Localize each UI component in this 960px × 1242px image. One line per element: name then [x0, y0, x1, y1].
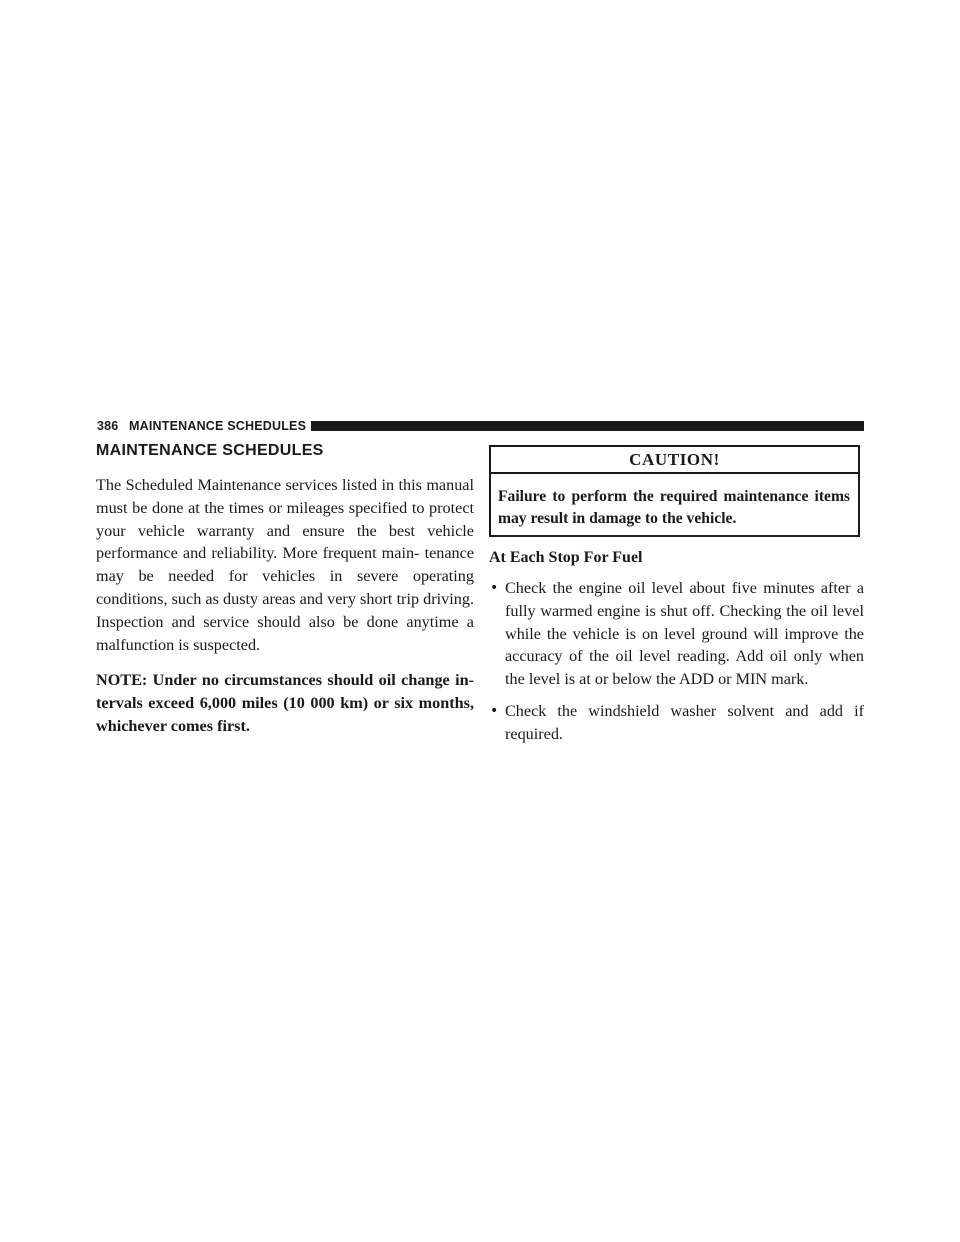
left-column — [96, 440, 474, 738]
caution-text: Failure to perform the required maintenance items may result in damage to the vehicle. — [498, 488, 850, 527]
page-header — [96, 415, 864, 437]
list-item-text: Check the windshield washer solvent and add if required. — [505, 701, 864, 743]
list-item — [489, 700, 864, 746]
fuel-stop-heading: At Each Stop For Fuel — [489, 549, 643, 566]
list-item — [489, 577, 864, 691]
caution-box — [489, 445, 860, 537]
bullet-icon: • — [490, 580, 499, 596]
intro-paragraph: The Scheduled Maintenance services listed in this manual must be done at the times or mileages specified to protect your vehicle warranty and ensure the best vehicle performance and reliability. More frequent main- tenance may be needed for vehicles in severe operating conditions, such as dusty areas and very short trip driving. Inspection and service should also be done anytime a malfunction is suspected. — [96, 476, 474, 654]
bullet-icon: • — [490, 702, 499, 719]
note-paragraph: NOTE: Under no circumstances should oil change in- tervals exceed 6,000 miles (10 000 km) or six months, whichever comes first. — [96, 671, 474, 735]
header-rule — [311, 421, 864, 431]
list-item-text: Check the engine oil level about five minutes after a fully warmed engine is shut off. Checking the oil level while the vehicle is on level ground will improve the accuracy of the oil level reading. Add oil only when the level is at or below the ADD or MIN mark. — [505, 579, 864, 689]
page-number: 386 — [97, 419, 119, 433]
running-title: MAINTENANCE SCHEDULES — [129, 419, 307, 433]
right-column — [489, 445, 864, 755]
caution-title: CAUTION! — [491, 447, 858, 474]
section-title: MAINTENANCE SCHEDULES — [96, 442, 324, 459]
